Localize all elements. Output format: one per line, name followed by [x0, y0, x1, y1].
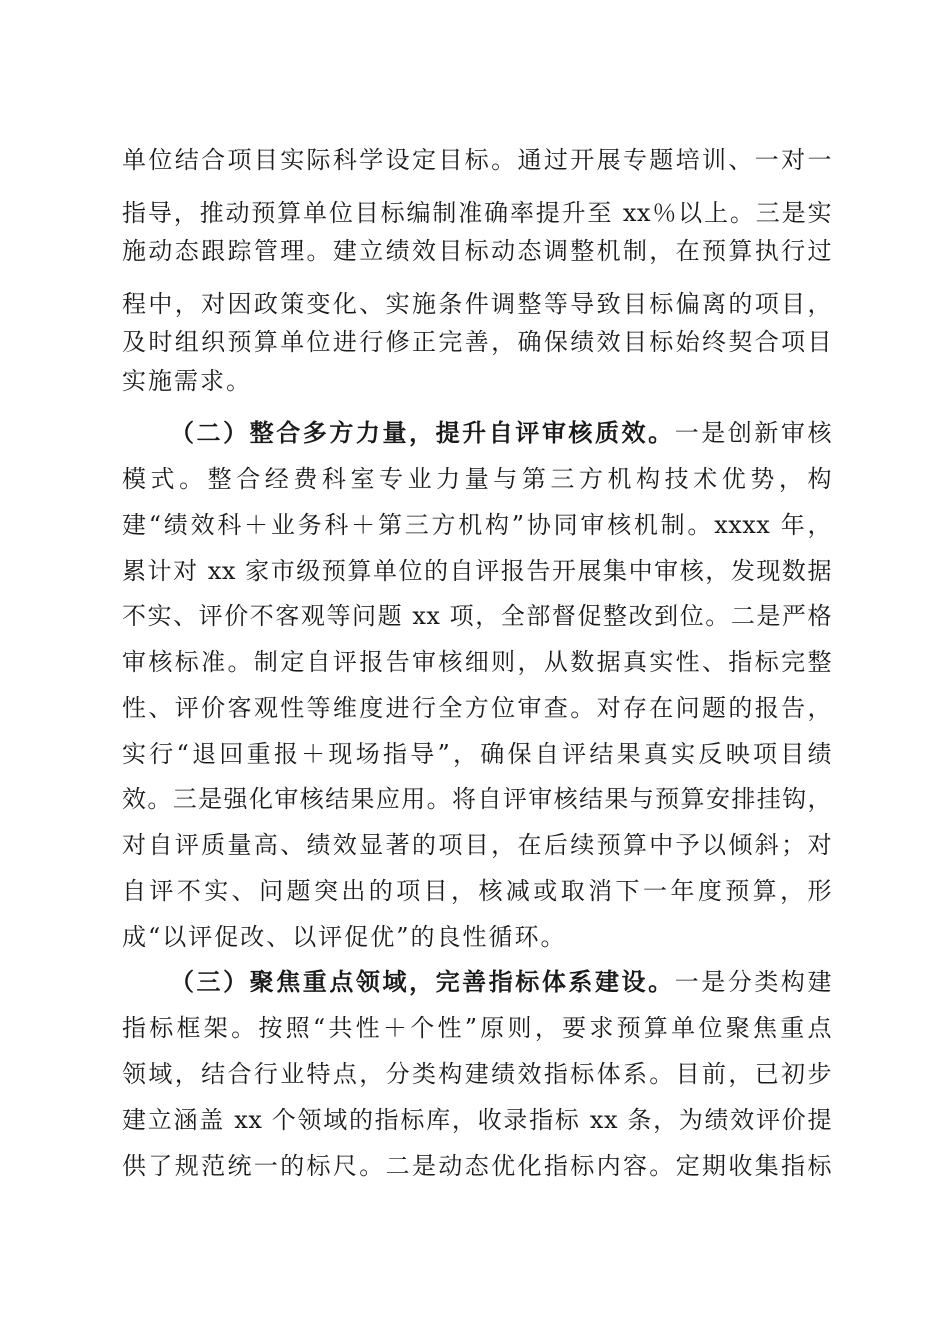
paragraph-1-line-2: 指导，推动预算单位目标编制准确率提升至 xx％以上。三是实	[122, 199, 832, 227]
paragraph-1-line-3: 施动态跟踪管理。建立绩效目标动态调整机制，在预算执行过	[122, 237, 832, 265]
paragraph-3-line-1	[170, 966, 832, 998]
paragraph-2-line-12: 成“以评促改、以评促优”的良性循环。	[122, 923, 567, 951]
paragraph-2-line-1-rest: 一是创新审核	[674, 419, 832, 447]
paragraph-3-line-3: 领域，结合行业特点，分类构建绩效指标体系。目前，已初步	[122, 1060, 832, 1088]
paragraph-2-line-2: 模式。整合经费科室专业力量与第三方机构技术优势，构	[122, 465, 832, 493]
paragraph-2-line-5: 不实、评价不客观等问题 xx 项，全部督促整改到位。二是严格	[122, 602, 832, 630]
paragraph-3-line-2: 指标框架。按照“共性＋个性”原则，要求预算单位聚焦重点	[122, 1014, 832, 1042]
paragraph-2-line-1	[170, 417, 832, 449]
paragraph-1-line-5: 及时组织预算单位进行修正完善，确保绩效目标始终契合项目	[122, 328, 832, 356]
paragraph-1-line-1: 单位结合项目实际科学设定目标。通过开展专题培训、一对一	[122, 146, 832, 174]
paragraph-1-line-6: 实施需求。	[122, 367, 252, 395]
paragraph-2-line-7: 性、评价客观性等维度进行全方位审查。对存在问题的报告，	[122, 694, 832, 722]
paragraph-1-line-4: 程中，对因政策变化、实施条件调整等导致目标偏离的项目，	[122, 290, 832, 318]
paragraph-2-line-8: 实行“退回重报＋现场指导”，确保自评结果真实反映项目绩	[122, 740, 832, 768]
paragraph-3-line-5: 供了规范统一的标尺。二是动态优化指标内容。定期收集指标	[122, 1152, 832, 1180]
paragraph-2-line-9: 效。三是强化审核结果应用。将自评审核结果与预算安排挂钩，	[122, 785, 832, 813]
paragraph-2-line-10: 对自评质量高、绩效显著的项目，在后续预算中予以倾斜；对	[122, 831, 832, 859]
paragraph-2-line-11: 自评不实、问题突出的项目，核减或取消下一年度预算，形	[122, 877, 832, 905]
paragraph-2-line-6: 审核标准。制定自评报告审核细则，从数据真实性、指标完整	[122, 648, 832, 676]
section-heading-3: （三）聚焦重点领域，完善指标体系建设。	[170, 967, 675, 996]
paragraph-3-line-1-rest: 一是分类构建	[674, 968, 832, 996]
paragraph-2-line-4: 累计对 xx 家市级预算单位的自评报告开展集中审核，发现数据	[122, 557, 832, 585]
section-heading-2: （二）整合多方力量，提升自评审核质效。	[170, 418, 675, 447]
paragraph-2-line-3: 建“绩效科＋业务科＋第三方机构”协同审核机制。xxxx 年，	[122, 511, 832, 539]
paragraph-3-line-4: 建立涵盖 xx 个领域的指标库，收录指标 xx 条，为绩效评价提	[122, 1106, 832, 1134]
